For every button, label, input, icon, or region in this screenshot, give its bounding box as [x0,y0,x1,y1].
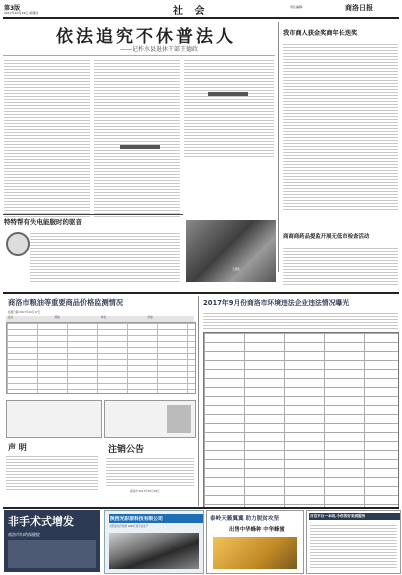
date-line: 2017年10月19日 星期四 [4,11,39,15]
price-col-price: 价格 [147,316,153,319]
left-mid-body [30,231,180,283]
ad-right-photo [213,537,297,569]
ad-left [4,510,100,572]
ad-mid-name: 陕西光彩原科技有限公司 [109,514,203,523]
left-mid-rule [3,214,183,215]
section-title: 社 会 [173,6,209,17]
ad-mid-text: 大阳能光伏组件 LED灯具专业生产 [109,525,149,528]
right-top-title: 我市商人获金奖商年长迭奖 [283,30,358,37]
ad-right [206,510,304,574]
price-col-unit: 单位 [101,316,107,319]
contact-box [6,400,102,438]
price-subtitle: 监测日期:2017年10月17日 [8,311,41,314]
mid-divider [198,296,199,506]
enforcement-intro [203,311,398,329]
ad-top-rule [3,507,399,509]
notice-title: 注销公告 [108,445,145,455]
notice-body [106,456,194,488]
article-subhead [120,145,160,149]
ad-mid-photo [109,533,199,569]
news-photo [186,220,276,282]
masthead-rule [3,17,399,19]
main-headline: 依法追究不休普法人 [56,27,236,47]
notice-sign: 商洛市 2017年10月18日 [130,490,160,493]
ad-left-sub: 商洛市妇幼保健院 [8,532,40,537]
left-mid-title: 特特帮有失电能服时的驱音 [4,218,82,226]
seal-logo [6,232,30,256]
headline-rule [3,55,275,56]
price-table [6,322,196,394]
ad-left-title: 非手术式增发 [8,515,74,528]
statement-body [6,454,98,490]
ad-right-title: 泰岭天籁翼翼 助力脱贫攻坚 [210,516,280,522]
page-label: 第3版 [4,5,21,12]
ad-far-right-title: 百官平台一本同,今你的好来到服务 [309,513,400,520]
ad-right-text: 出售中华蜂种 中华蜂蜜 [229,527,285,533]
ad-mid [104,510,204,574]
main-subheadline: ——记柞水县退休干部王德政 [120,46,199,53]
masthead [0,0,402,20]
person-photo [167,405,191,433]
editor-line: 责任编辑: [290,5,304,9]
article-col-3 [184,58,274,158]
enforcement-table [203,332,399,508]
price-title: 商洛市粮油等重要商品价格监测情况 [8,298,124,307]
right-mid-body [283,246,398,286]
enforcement-title: 2017年9月份商洛市环境违法企业违法情况曝光 [203,299,349,307]
article-subhead-2 [208,92,248,96]
price-top-rule [3,292,399,294]
right-column-divider [278,22,279,272]
article-col-1 [4,58,90,218]
price-col-name: 品名 [8,316,14,319]
contact-box-2 [104,400,196,438]
right-mid-title: 商商商药品提监开展无低市检查活动 [283,234,370,240]
statement-title: 声 明 [8,443,27,452]
paper-name: 商洛日报 [345,3,373,12]
article-col-2 [94,58,180,218]
price-col-spec: 规格 [54,316,60,319]
ad-far-right [306,510,401,574]
right-top-body [283,42,398,212]
ad-far-right-body [310,523,397,569]
photo-caption: 王德政 [232,268,240,271]
ad-left-photo [8,540,96,568]
